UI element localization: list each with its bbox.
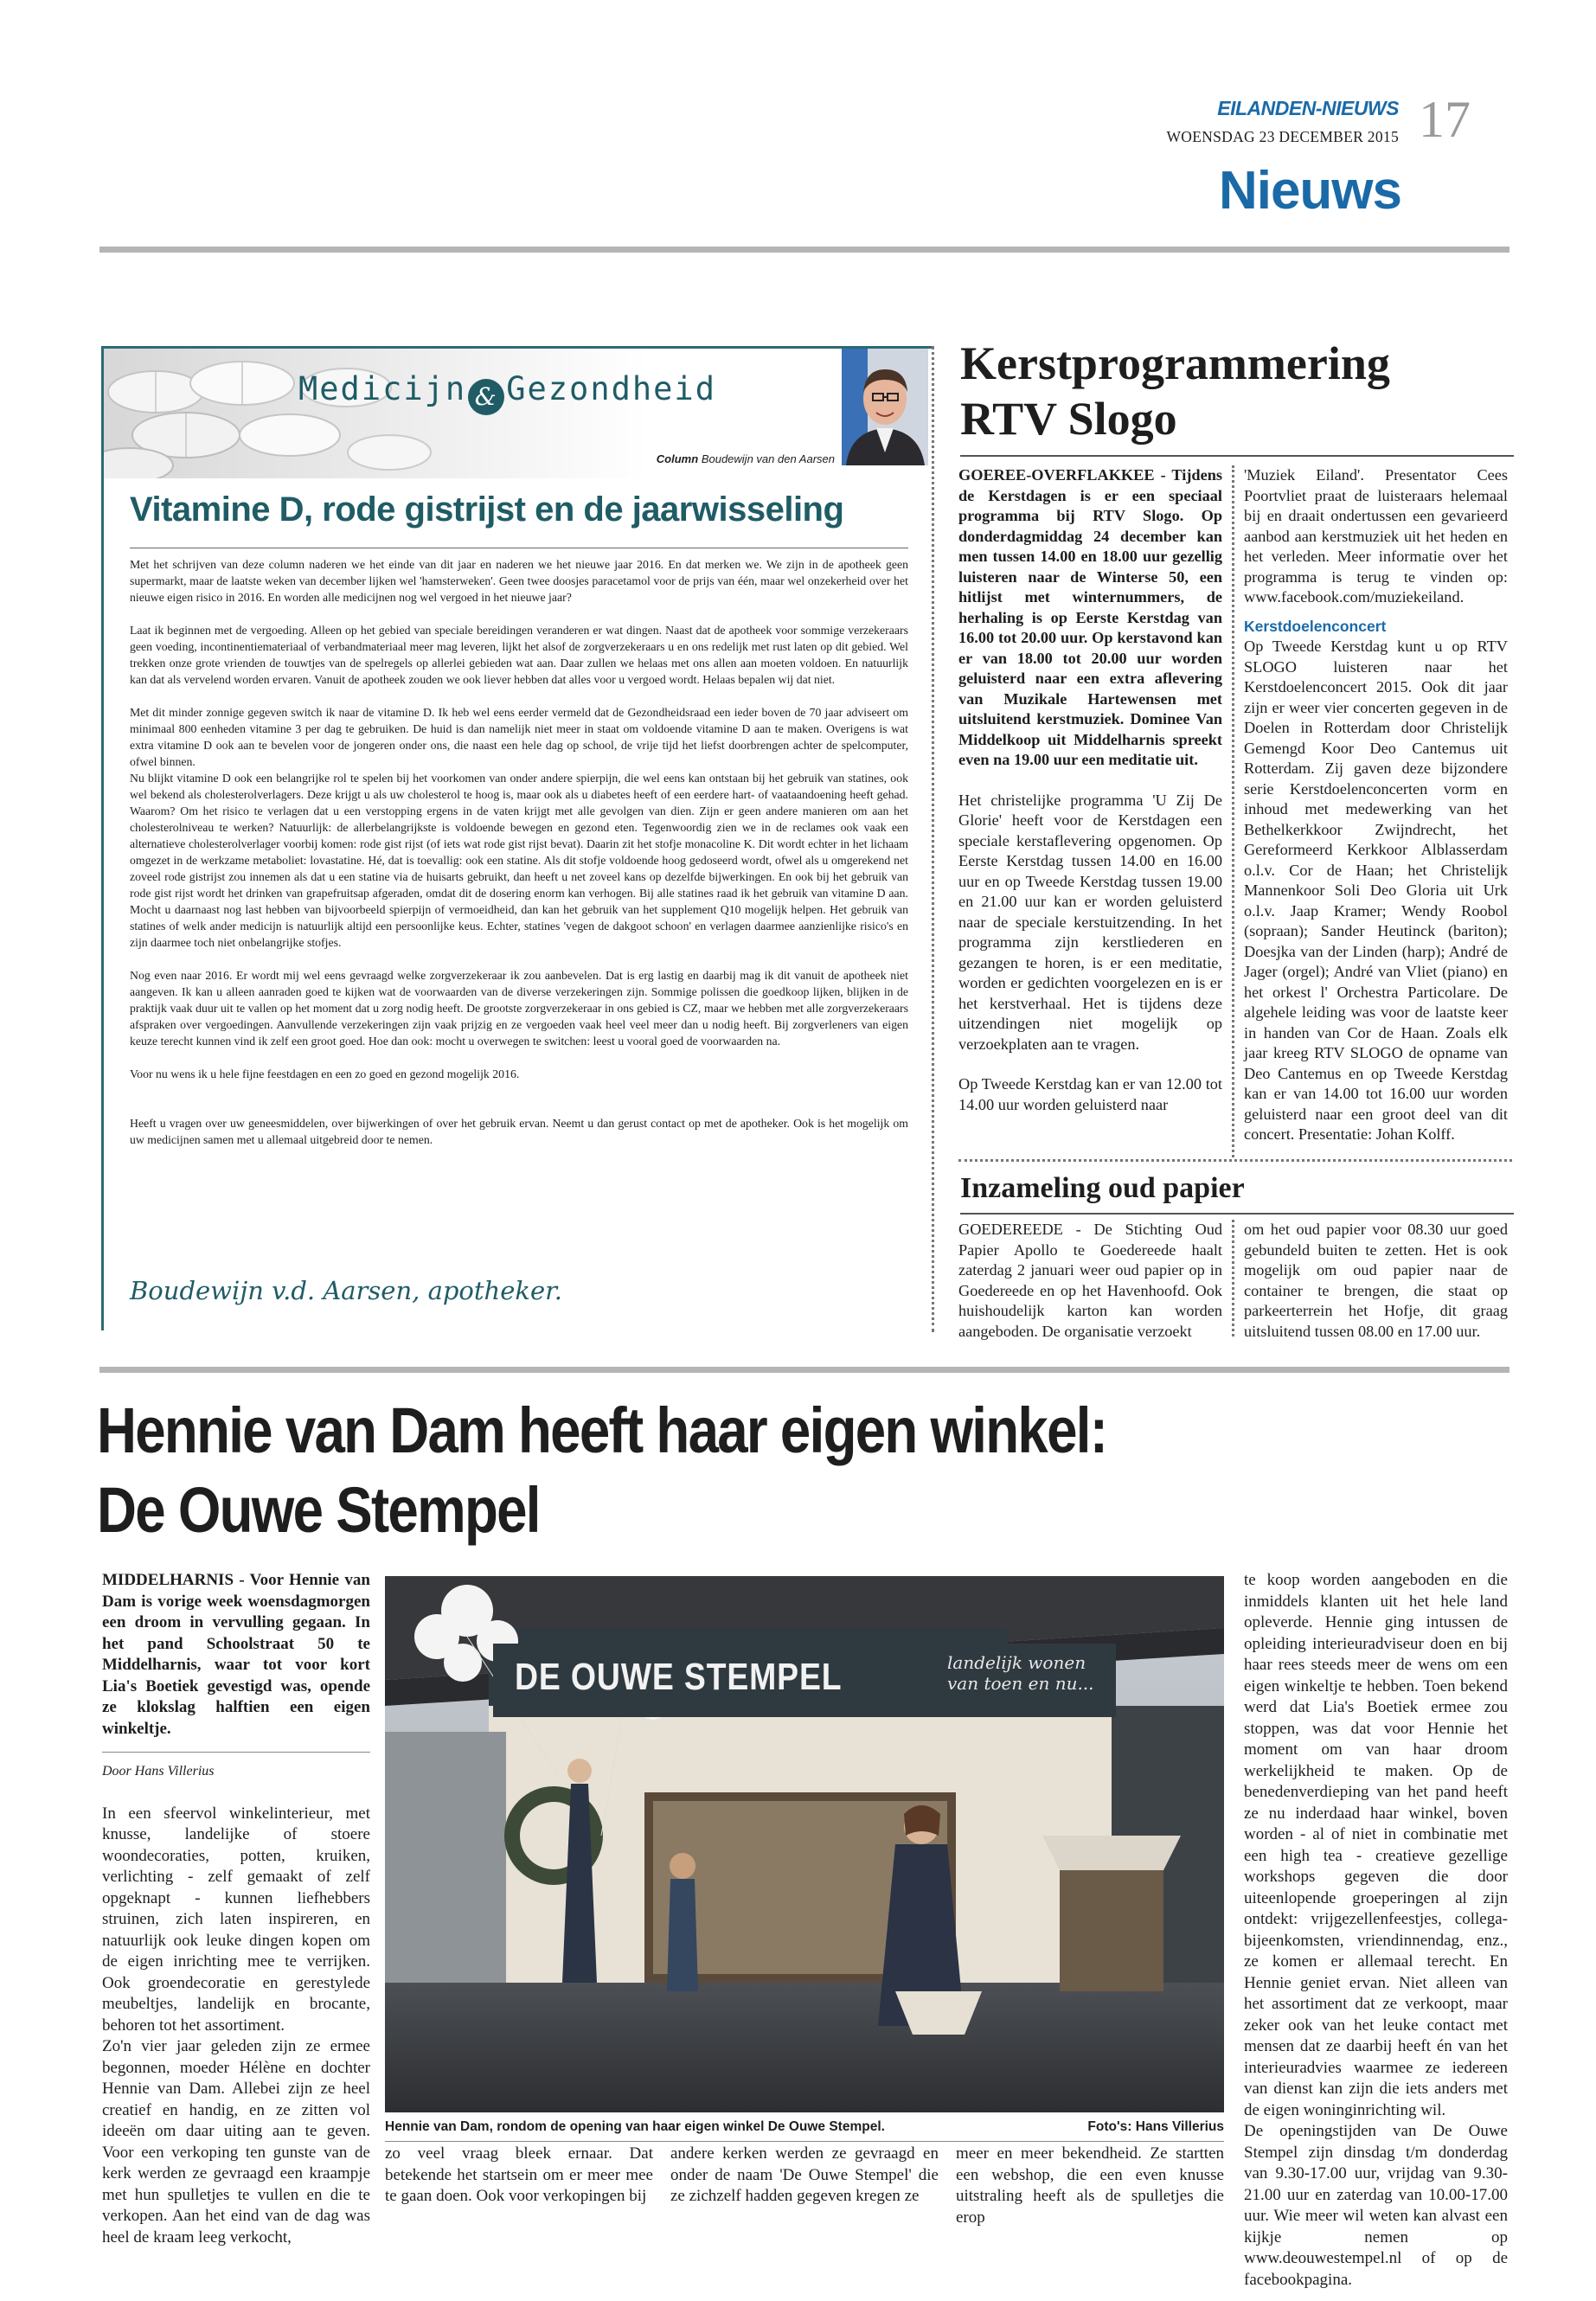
page-number: 17 <box>1419 91 1471 148</box>
author-portrait <box>842 349 928 465</box>
winkel-under-col2 <box>670 2144 939 2208</box>
issue-date: WOENSDAG 23 DECEMBER 2015 <box>1166 128 1399 145</box>
winkel-lead: MIDDELHARNIS - Voor Hennie van Dam is vorige week woensdagmorgen een droom in vervulling gegaan. In het pand Schoolstraat 50 te Middelharnis, waar tot voor kort Lia's Boetiek gevestigd was, opende ze klokslag halftien een eigen winkeltje. <box>102 1571 370 1738</box>
kerst-headline-line: RTV Slogo <box>960 393 1177 445</box>
mid-page-rule <box>99 1367 1509 1373</box>
kerst-col1 <box>958 465 1222 1115</box>
column-paragraph: Met dit minder zonnige gegeven switch ik naar de vitamine D. Ik heb wel eens eerder vermeld dat de Gezondheidsraad een ieder boven de 70 jaar adviseert om minimaal 800 eenheden vitamine 3 per dag te gebruiken. De huid is dan namelijk niet meer in staat om voldoende vitamine D aan te maken. Overigens is wat extra vitamine D ook aan te bevelen voor de jongeren onder ons, die naast een hele dag op school, de vrije tijd het liefst doorbrengen achter de spelcomputer, ofwel binnen. <box>130 706 908 768</box>
papier-paragraph: GOEDEREEDE - De Stichting Oud Papier Apollo te Goedereede haalt zaterdag 2 januari weer oud papier op in Goedereede en op het Havenhoofd. Ook huishoudelijk karton kan worden aangeboden. De organisatie verzoekt <box>958 1221 1222 1340</box>
byline-name: Boudewijn van den Aarsen <box>701 452 835 465</box>
kerst-paragraph: 'Muziek Eiland'. Presentator Cees Poortvliet praat de luisteraars helemaal bij en draait ondertussen een gevarieerd aanbod aan kerstmuziek uit het heden en het verleden. Meer informatie over het programma is terug te vinden op: www.facebook.com/muziekeiland. <box>1244 466 1508 606</box>
photo-caption: Hennie van Dam, rondom de opening van haar eigen winkel De Ouwe Stempel. <box>385 2119 885 2134</box>
header-rule <box>99 247 1509 253</box>
papier-paragraph: om het oud papier voor 08.30 uur goed gebundeld buiten te zetten. Het is ook mogelijk om oud papier naar de container te brengen, die staat op parkeerterrein het Hofje, dit graag uitsluitend tussen 08.00 en 17.00 uur. <box>1244 1221 1508 1340</box>
kerst-paragraph: Het christelijke programma 'U Zij De Glorie' heeft voor de Kerstdagen een speciale kerstaflevering opgenomen. Op Eerste Kerstdag tussen 14.00 en 16.00 uur en op Tweede Kerstdag tussen 19.00 en 21.00 uur kan er worden geluisterd naar de speciale kerstuitzending. In het programma zijn kerstliederen en gezangen te horen, is er een meditatie, worden er gedichten voorgelezen en is er het kerstverhaal. Het is tijdens deze uitzendingen niet mogelijk op verzoekplaten aan te vragen. <box>958 791 1222 1053</box>
winkel-byline: Door Hans Villerius <box>102 1764 215 1779</box>
kerst-subhead: Kerstdoelenconcert <box>1244 617 1387 635</box>
column-paragraph: Heeft u vragen over uw geneesmiddelen, over bijwerkingen of over het gebruik ervan. Neemt u dan gerust contact op met de apotheker. Ook is het mogelijk om uw medicijnen samen met u allemaal uitgebreid door te nemen. <box>130 1117 908 1146</box>
column-title: Vitamine D, rode gistrijst en de jaarwisseling <box>130 490 844 529</box>
paper-name: EILANDEN-NIEUWS <box>1217 97 1399 119</box>
column-box-right-border <box>932 346 934 1332</box>
winkel-paragraph: zo veel vraag bleek ernaar. Dat betekende het startsein om er meer mee te gaan doen. Ook voor verkopingen bij <box>385 2144 653 2205</box>
column-paragraph: Nu blijkt vitamine D ook een belangrijke rol te spelen bij het voorkomen van onder andere spierpijn, die wel eens kan ontstaan bij het gebruik van statines, ook wel bekend als cholesterolverlagers. Deze krijgt u als uw cholesterol te hoog is, maar ook als u diabetes heeft of een eerdere hart- of vaataandoening heeft gehad. Waarom? Om het risico te verlagen dat u een verstopping ergens in de vaten krijgt met alle gevolgen van dien. Zijn er geen andere manieren om aan het cholesterolniveau te werken? Natuurlijk: de allerbelangrijkste is voldoende bewegen en gezond eten. Tegenwoordig zien we in de reclames ook vaak een alternatieve cholesterolverlager voorbij komen: rode gist rijst (of iets wat rode gist rijst bevat). Daarin zit het stofje monacoline K. Dit wordt echter in het lichaam omgezet in de werkzame metaboliet: lovastatine. Hé, dat is toevallig: ook een statine. Als dit stofje voldoende hoog gedoseerd wordt, ofwel als u omgerekend net zoveel rode gistrijst zou innemen als dat u een statine via de huisarts gebruikt, dan heeft u net zoveel kans op dezelfde bijwerkingen. En ook bij het gebruik van rode gist rijst wordt het drinken van grapefruitsap afgeraden, omdat dit de dosering enorm kan verhogen. Bij alle statines raad ik het gebruik van vitamine D aan. Mocht u daarnaast nog last hebben van bijvoorbeeld spierpijn of vermoeidheid, dan kan het gebruik van het supplement Q10 mogelijk helpen. Het gebruik van statines of welk ander medicijn is natuurlijk altijd een persoonlijke keus. Echter, statines 'vegen de dakgoot schoon' en verlagen daarmee aanzienlijke risico's en zijn daarmee toch niet onbelangrijke stofjes. <box>130 772 908 949</box>
kerst-paragraph: Op Tweede Kerstdag kan er van 12.00 tot 14.00 uur worden geluisterd naar <box>958 1075 1222 1113</box>
winkel-under-col1 <box>385 2144 653 2208</box>
shop-sign-sub-line: van toen en nu... <box>947 1673 1094 1694</box>
winkel-paragraph: In een sfeervol winkelinterieur, met knusse, landelijke of stoere woondecoraties, potten, kruiken, verlichting - zelf gemaakt of zelf opgeknapt - kunnen liefhebbers struinen, zich laten inspireren, en natuurlijk ook leuke dingen kopen om de eigen inrichting mee te verrijken. Ook groendecoratie en gerestylede meubeltjes, landelijk en brocante, behoren tot het assortiment. <box>102 1804 370 2035</box>
photo-credit: Foto's: Hans Villerius <box>1087 2119 1224 2134</box>
shop-sign-sub-line: landelijk wonen <box>947 1652 1086 1673</box>
winkel-paragraph: andere kerken werden ze gevraagd en onder de naam 'De Ouwe Stempel' die ze zichzelf hadden gegeven kregen ze <box>670 2144 939 2205</box>
shop-sign-main: DE OUWE STEMPEL <box>515 1656 843 1698</box>
column-paragraph: Met het schrijven van deze column naderen we het einde van dit jaar en naderen we het nieuwe jaar 2016. En dat merken we. We zijn in de apotheek geen supermarkt, maar de laatste weken van december lijken wel 'hamsterweken'. Geen twee doosjes paracetamol voor de prijs van één, maar wel onzekerheid over het nieuwe eigen risico in 2016. En worden alle medicijnen nog wel vergoed in het nieuwe jaar? <box>130 558 908 604</box>
winkel-paragraph: meer en meer bekendheid. Ze startten een webshop, die een even knusse uitstraling heeft als de spulletjes die erop <box>956 2144 1224 2227</box>
column-signature: Boudewijn v.d. Aarsen, apotheker. <box>130 1276 563 1305</box>
byline-label: Column <box>656 452 699 465</box>
winkel-paragraph: Zo'n vier jaar geleden zijn ze ermee begonnen, moeder Hélène en dochter Hennie van Dam. Allebei zijn ze heel creatief en handig, en ze zitten vol ideeën om daar uiting aan te geven. Voor een verkoping ten gunste van de kerk werden ze gevraagd een kraampje met hun spulletjes te vullen en die te verkopen. Aan het eind van de dag was heel de kraam leeg verkocht, <box>102 2037 370 2247</box>
papier-col-divider <box>1232 1220 1234 1336</box>
banner-ampersand: & <box>468 379 504 415</box>
winkel-headline-line: De Ouwe Stempel <box>97 1474 540 1546</box>
column-banner-title <box>298 370 716 415</box>
kerst-col-divider <box>1232 465 1234 1157</box>
winkel-paragraph: te koop worden aangeboden en die inmiddels klanten uit het hele land opleverde. Hennie ging intussen de opleiding interieuradviseur doen en bij haar rees steeds meer de wens om een eigen winkeltje te hebben. Toen bekend werd dat Lia's Boetiek ermee zou stoppen, was dat voor Hennie het moment om van haar droom werkelijkheid te maken. Op de benedenverdieping van het pand heeft ze nu inderdaad haar winkel, boven worden - al of niet in combinatie met een high tea - creatieve gezellige workshops gegeven die door uiteenlopende groeperingen al zijn ontdekt: vrijgezellenfeestjes, collega-bijeenkomsten, vriendinnendag, enz., ze komen er allemaal terecht. En Hennie geniet ervan. Niet alleen van het assortiment dat ze verkoopt, maar zeker ook van het leuke contact met mensen dat ze daarbij heeft én van het interieuradvies waarmee ze iedereen van dienst kan zijn die iets anders met de eigen woninginrichting wil. <box>1244 1571 1508 2119</box>
column-text <box>130 556 908 1148</box>
winkel-col4 <box>1244 1570 1508 2291</box>
shop-sign <box>493 1644 1116 1717</box>
caption-rule <box>385 2141 1224 2142</box>
author-photo <box>842 349 928 465</box>
column-paragraph: Laat ik beginnen met de vergoeding. Alleen op het gebied van speciale bereidingen veranderen er wat dingen. Naast dat de apotheek voor sommige verzekeraars geen voeding, incontinentiemateriaal of verbandmateriaal meer mag leveren, lijkt het alsof de zorgverzekeraars u en ons redelijk met rust laten op dit gebied. Wel trekken onze grote vrienden de touwtjes van de spelregels op allerlei gebieden wat aan. Daar zullen we helaas met ons allen aan moeten voldoen. En natuurlijk kan dat als vervelend worden ervaren. Vanuit de apotheek zouden we ook liever hebben dat alles voor u vergoed wordt. Helaas bepalen wij dat niet. <box>130 624 908 686</box>
papier-col1 <box>958 1220 1222 1342</box>
column-paragraph: Voor nu wens ik u hele fijne feestdagen en een zo goed en gezond mogelijk 2016. <box>130 1067 520 1080</box>
kerst-headline-line: Kerstprogrammering <box>960 337 1390 389</box>
column-paragraph: Nog even naar 2016. Er wordt mij wel eens gevraagd welke zorgverzekeraar ik zou aanbevelen. Dat is erg lastig en daarbij mag ik dit vanuit de apotheek niet aangeven. Ik kan u alleen aanraden goed te kijken wat de voorwaarden van de diverse verzekeringen zijn. Sommige polissen die goedkoop lijken, blijken in de praktijk vaak duur uit te vallen op het moment dat u zorg nodig heeft. De grootste zorgverzekeraar in ons gebied is CZ, maar we hebben met alle zorgverzekeraars afspraken over vergoedingen. Aanvullende verzekeringen zijn vaak prijzig en ze vergoeden vaak heel veel meer dan u nodig heeft. Bij zorgverleners van eigen keuze terecht kunnen vind ik zelf een groot goed. Hoe dan ook: mocht u overwegen te switchen: leest u vooral goed de voorwaarden na. <box>130 969 908 1048</box>
papier-top-rule <box>958 1159 1512 1162</box>
winkel-headline-line: Hennie van Dam heeft haar eigen winkel: <box>97 1394 1107 1466</box>
winkel-col1 <box>102 1570 370 2248</box>
shop-sign-sub <box>947 1652 1094 1694</box>
papier-headline: Inzameling oud papier <box>960 1172 1245 1204</box>
banner-right: Gezondheid <box>506 370 716 407</box>
papier-col2 <box>1244 1220 1508 1342</box>
winkel-under-col3 <box>956 2144 1224 2228</box>
winkel-headline <box>97 1391 1324 1550</box>
kerst-col2 <box>1244 465 1508 1145</box>
papier-headline-rule <box>960 1213 1514 1215</box>
kerst-headline-rule <box>960 455 1514 457</box>
winkel-lead-rule <box>102 1752 370 1753</box>
kerst-paragraph: Op Tweede Kerstdag kunt u op RTV SLOGO luisteren naar het Kerstdoelenconcert 2015. Ook dit jaar zijn er weer vier concerten gegeven in de Doelen in Rotterdam door Christelijk Gemengd Koor Deo Cantemus uit Rotterdam. Zij gaven deze bijzondere serie Kerstdoelenconcerten vorm en inhoud met medewerking van het Bethelkerkkoor Zwijndrecht, het Gereformeerd Kerkkoor Alblasserdam o.l.v. Cor de Haan; het Christelijk Mannenkoor Soli Deo Gloria uit Urk o.l.v. Jaap Kramer; Wendy Roobol (sopraan); Sander Heutinck (bariton); Doesjka van der Linden (harp); André de Jager (orgel); André van Vliet (piano) en het orkest l' Orchestra Particolare. De algehele leiding was voor de laatste keer in handen van Cor de Haan. Zoals elk jaar kreeg RTV SLOGO de opname van Deo Cantemus en op Tweede Kerstdag kan er van 14.00 tot 16.00 uur worden geluisterd naar een groot deel van dit concert. Presentatie: Johan Kolff. <box>1244 638 1508 1143</box>
column-byline <box>536 452 835 465</box>
section-title: Nieuws <box>1218 161 1401 221</box>
kerst-lead: GOEREE-OVERFLAKKEE - Tijdens de Kerstdagen is er een speciaal programma bij RTV Slogo. Op donderdagmiddag 24 december kan men tussen 14.00 en 18.00 uur gezellig luisteren naar de Winterse 50, een hitlijst met winternummers, de herhaling is op Eerste Kerstdag van 16.00 tot 20.00 uur. Op kerstavond kan er van 18.00 tot 20.00 uur worden geluisterd naar een extra aflevering van Muzikale Hartewensen met uitsluitend kerstmuziek. Dominee Van Middelkoop uit Middelharnis spreekt even na 19.00 uur een meditatie uit. <box>958 466 1222 768</box>
kerst-headline <box>960 336 1514 446</box>
banner-left: Medicijn <box>298 370 467 407</box>
winkel-paragraph: De openingstijden van De Ouwe Stempel zijn dinsdag t/m donderdag van 9.30-17.00 uur, vrijdag van 9.30-21.00 uur en zaterdag van 10.00-17.00 uur. Wie meer wil weten kan alvast een kijkje nemen op www.deouwestempel.nl of op de facebookpagina. <box>1244 2122 1508 2289</box>
